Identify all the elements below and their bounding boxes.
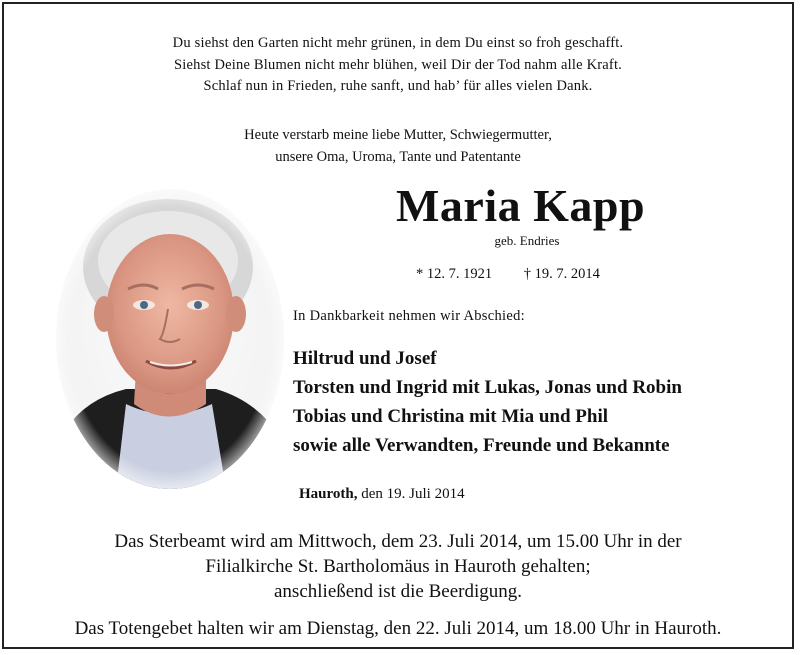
- service-line: anschließend ist die Beerdigung.: [274, 581, 522, 602]
- poem-line: Siehst Deine Blumen nicht mehr blühen, weil Dir der Tod nahm alle Kraft.: [173, 56, 622, 73]
- mourner-line: sowie alle Verwandten, Freunde und Bekannte: [293, 435, 670, 456]
- deceased-name: Maria Kapp: [396, 180, 646, 231]
- poem-line: Du siehst den Garten nicht mehr grünen, in dem Du einst so froh geschafft.: [172, 35, 624, 51]
- service-line: Filialkirche St. Bartholomäus in Hauroth gehalten;: [205, 556, 591, 577]
- place-and-date: [299, 486, 465, 503]
- thanks-line: In Dankbarkeit nehmen wir Abschied:: [293, 308, 525, 324]
- prayer-info: Das Totengebet halten wir am Dienstag, den 22. Juli 2014, um 18.00 Uhr in Hauroth.: [74, 618, 722, 639]
- mourner-line: Hiltrud und Josef: [293, 348, 437, 369]
- death-announcement: [4, 125, 792, 168]
- intro-line: unsere Oma, Uroma, Tante und Patentante: [275, 148, 521, 165]
- mourner-line: Torsten und Ingrid mit Lukas, Jonas und Robin: [293, 377, 682, 398]
- maiden-name: geb. Endries: [494, 233, 560, 248]
- mourners-list: [293, 344, 682, 460]
- death-date: † 19. 7. 2014: [523, 266, 600, 282]
- poem-line: Schlaf nun in Frieden, ruhe sanft, und hab’ für alles vielen Dank.: [203, 78, 593, 94]
- birth-date: * 12. 7. 1921: [416, 266, 493, 282]
- obituary-notice: [2, 2, 794, 649]
- date: den 19. Juli 2014: [361, 486, 465, 502]
- life-dates: [416, 266, 600, 283]
- memorial-poem: [4, 33, 792, 98]
- place: Hauroth,: [299, 486, 358, 502]
- mourner-line: Tobias und Christina mit Mia und Phil: [293, 406, 609, 427]
- funeral-service-info: [4, 529, 792, 604]
- intro-line: Heute verstarb meine liebe Mutter, Schwiegermutter,: [244, 127, 552, 143]
- service-line: Das Sterbeamt wird am Mittwoch, dem 23. Juli 2014, um 15.00 Uhr in der: [114, 531, 682, 552]
